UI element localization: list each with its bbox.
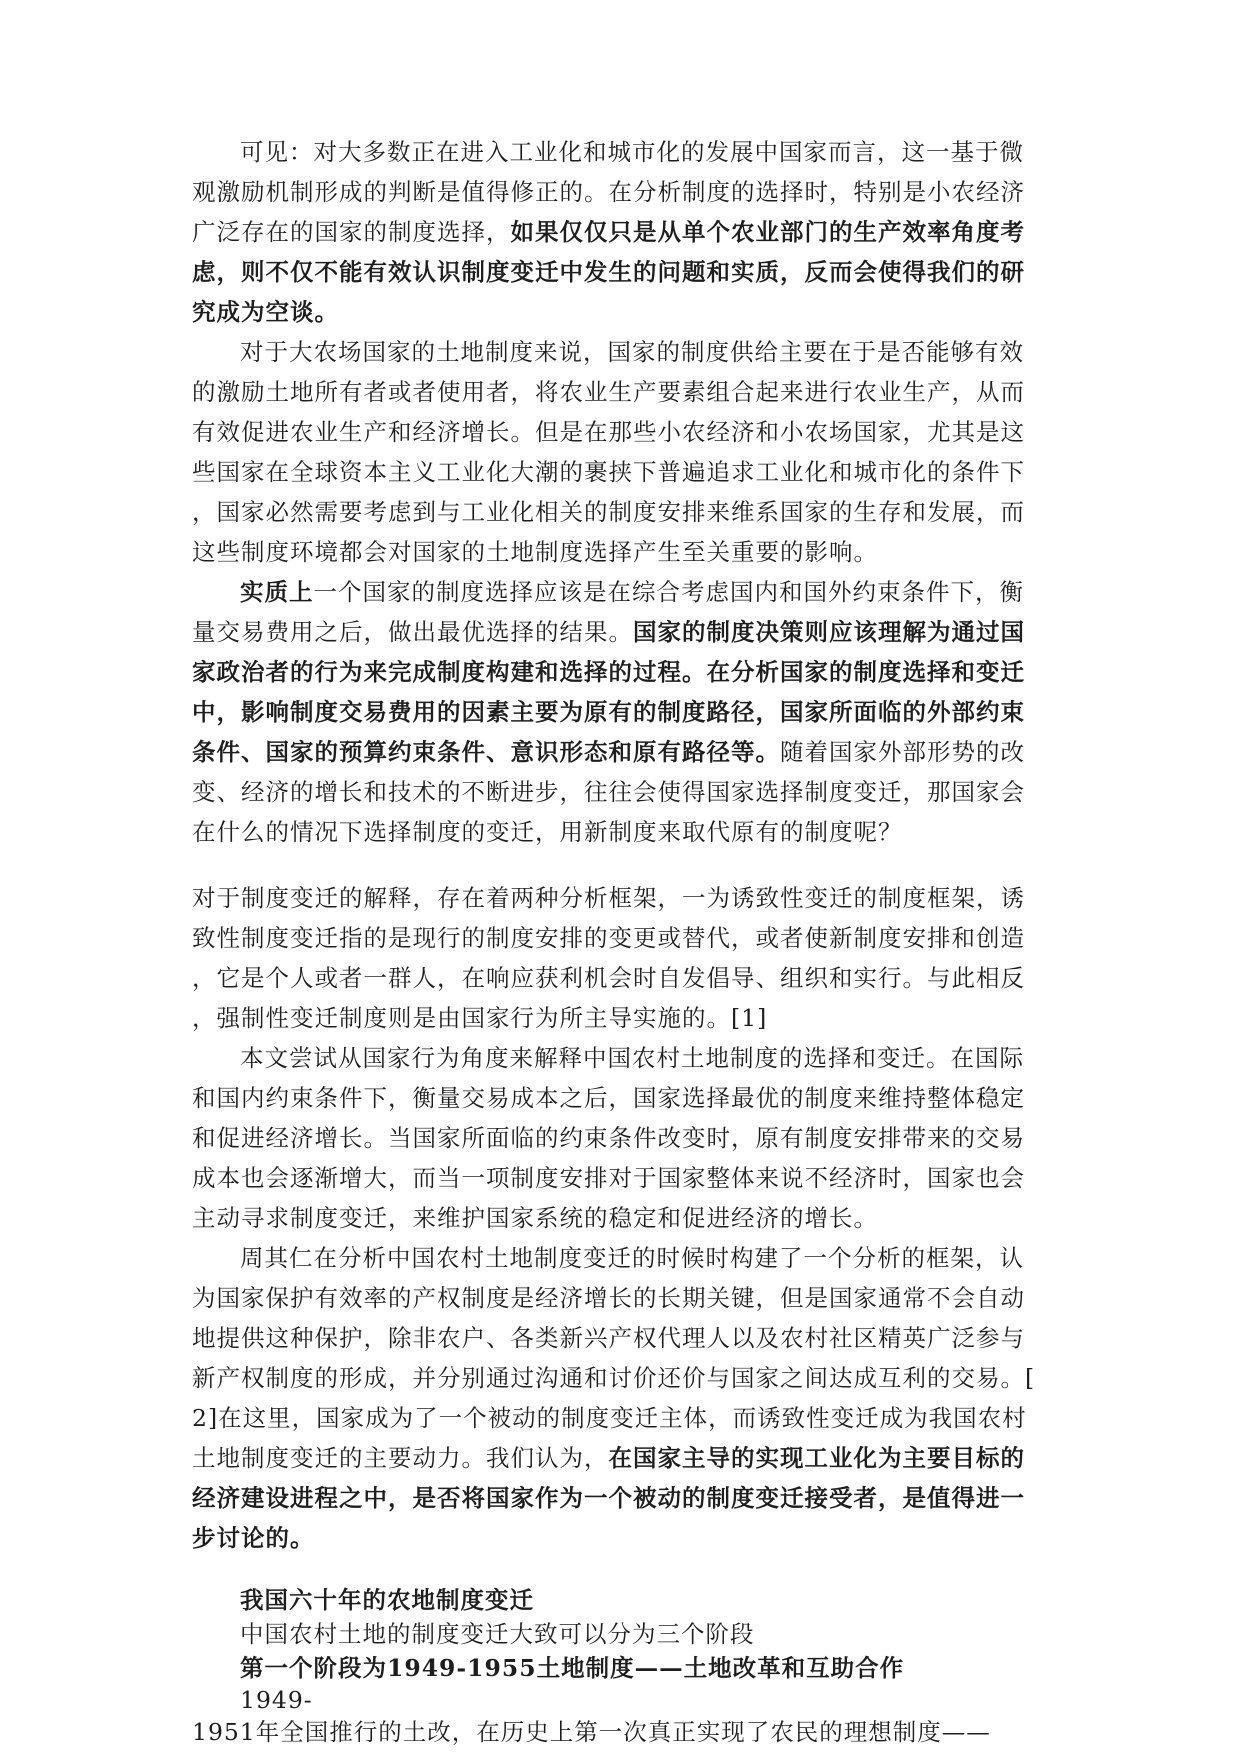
text-line: 观激励机制形成的判断是值得修正的。在分析制度的选择时，特别是小农经济 <box>192 178 1025 206</box>
text-line: 的激励土地所有者或者使用者，将农业生产要素组合起来进行农业生产，从而 <box>192 378 1025 406</box>
text-line: 本文尝试从国家行为角度来解释中国农村土地制度的选择和变迁。在国际 <box>240 1044 1024 1072</box>
text-line: 主动寻求制度变迁，来维护国家系统的稳定和促进经济的增长。 <box>192 1204 878 1232</box>
text-line: 新产权制度的形成，并分别通过沟通和讨价还价与国家之间达成互利的交易。[ <box>192 1364 1036 1392</box>
text-line: 变、经济的增长和技术的不断进步，往往会使得国家选择制度变迁，那国家会 <box>192 778 1025 806</box>
text-line: 周其仁在分析中国农村土地制度变迁的时候时构建了一个分析的框架，认 <box>240 1244 1024 1272</box>
text-line: 量交易费用之后，做出最优选择的结果。国家的制度决策则应该理解为通过国 <box>192 618 1025 646</box>
text-line: ，强制性变迁制度则是由国家行为所主导实施的。[1] <box>192 1004 768 1032</box>
text-line: 中国农村土地的制度变迁大致可以分为三个阶段 <box>240 1620 755 1648</box>
text-line: ，国家必然需要考虑到与工业化相关的制度安排来维系国家的生存和发展，而 <box>192 498 1025 526</box>
text-line: 实质上一个国家的制度选择应该是在综合考虑国内和国外约束条件下，衡 <box>240 578 1024 606</box>
text-line: 和国内约束条件下，衡量交易成本之后，国家选择最优的制度来维持整体稳定 <box>192 1084 1025 1112</box>
text-line: 2]在这里，国家成为了一个被动的制度变迁主体，而诱致性变迁成为我国农村 <box>192 1404 1027 1432</box>
text-line: 地提供这种保护，除非农户、各类新兴产权代理人以及农村社区精英广泛参与 <box>192 1324 1025 1352</box>
text-line: 经济建设进程之中，是否将国家作为一个被动的制度变迁接受者，是值得进一 <box>192 1484 1025 1512</box>
text-line: 究成为空谈。 <box>192 298 339 326</box>
text-line: 土地制度变迁的主要动力。我们认为，在国家主导的实现工业化为主要目标的 <box>192 1444 1025 1472</box>
text-line: 对于制度变迁的解释，存在着两种分析框架，一为诱致性变迁的制度框架，诱 <box>192 884 1025 912</box>
section-heading: 我国六十年的农地制度变迁 <box>240 1586 534 1614</box>
text-line: 条件、国家的预算约束条件、意识形态和原有路径等。随着国家外部形势的改 <box>192 738 1025 766</box>
text-line: 1949- <box>240 1686 313 1714</box>
text-line: 步讨论的。 <box>192 1524 315 1552</box>
text-line: 1951年全国推行的土改，在历史上第一次真正实现了农民的理想制度—— <box>192 1718 991 1746</box>
text-line: 可见：对大多数正在进入工业化和城市化的发展中国家而言，这一基于微 <box>240 138 1024 166</box>
text-line: 家政治者的行为来完成制度构建和选择的过程。在分析国家的制度选择和变迁 <box>192 658 1025 686</box>
text-line: 有效促进农业生产和经济增长。但是在那些小农经济和小农场国家，尤其是这 <box>192 418 1025 446</box>
subsection-heading: 第一个阶段为1949-1955土地制度——土地改革和互助合作 <box>240 1654 905 1682</box>
text-line: 这些制度环境都会对国家的土地制度选择产生至关重要的影响。 <box>192 538 878 566</box>
text-line: 些国家在全球资本主义工业化大潮的裹挟下普遍追求工业化和城市化的条件下 <box>192 458 1025 486</box>
text-line: ，它是个人或者一群人，在响应获利机会时自发倡导、组织和实行。与此相反 <box>192 964 1025 992</box>
text-line: 广泛存在的国家的制度选择，如果仅仅只是从单个农业部门的生产效率角度考 <box>192 218 1025 246</box>
text-line: 在什么的情况下选择制度的变迁，用新制度来取代原有的制度呢？ <box>192 818 903 846</box>
text-line: 成本也会逐渐增大，而当一项制度安排对于国家整体来说不经济时，国家也会 <box>192 1164 1025 1192</box>
text-line: 为国家保护有效率的产权制度是经济增长的长期关键，但是国家通常不会自动 <box>192 1284 1025 1312</box>
text-line: 致性制度变迁指的是现行的制度安排的变更或替代，或者使新制度安排和创造 <box>192 924 1025 952</box>
text-line: 对于大农场国家的土地制度来说，国家的制度供给主要在于是否能够有效 <box>240 338 1024 366</box>
text-line: 虑，则不仅不能有效认识制度变迁中发生的问题和实质，反而会使得我们的研 <box>192 258 1025 286</box>
text-line: 和促进经济增长。当国家所面临的约束条件改变时，原有制度安排带来的交易 <box>192 1124 1025 1152</box>
text-line: 中，影响制度交易费用的因素主要为原有的制度路径，国家所面临的外部约束 <box>192 698 1025 726</box>
